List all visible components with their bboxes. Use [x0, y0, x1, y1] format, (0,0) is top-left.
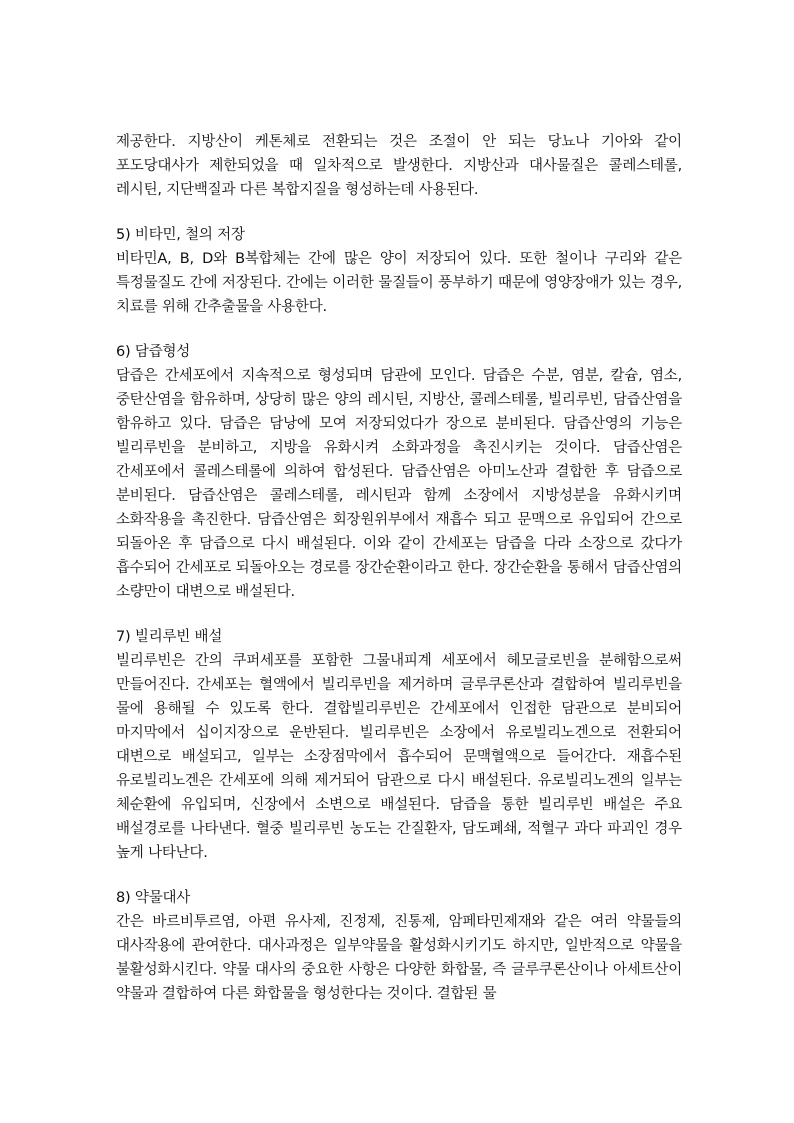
- section-paragraph: 간은 바르비투르염, 아편 유사제, 진정제, 진통제, 암페타민제재와 같은 여러 약물들의 대사작용에 관여한다. 대사과정은 일부약물을 활성화시키기도 하지만, 일반적으로 약물을 불활성화시킨다. 약물 대사의 중요한 사항은 다양한 화합물, 즉 글루쿠론산이나 아세트산이 약물과 결합하여 다른 화합물을 형성한다는 것이다. 결합된 물: [116, 914, 682, 1002]
- section-paragraph: 비타민A, B, D와 B복합체는 간에 많은 양이 저장되어 있다. 또한 철이나 구리와 같은 특정물질도 간에 저장된다. 간에는 이러한 물질들이 풍부하기 때문에 영양장애가 있는 경우, 치료를 위해 간추출물을 사용한다.: [116, 251, 682, 315]
- section-heading: 6) 담즙형성: [116, 344, 191, 360]
- section-paragraph: 빌리루빈은 간의 쿠퍼세포를 포함한 그물내피계 세포에서 헤모글로빈을 분해함으로써 만들어진다. 간세포는 혈액에서 빌리루빈을 제거하며 글루쿠론산과 결합하여 빌리루빈을 물에 용해될 수 있도록 한다. 결합빌리루빈은 간세포에서 인접한 담관으로 분비되어 마지막에서 십이지장으로 운반된다. 빌리루빈은 소장에서 유로빌리노겐으로 전환되어 대변으로 배설되고, 일부는 소장점막에서 흡수되어 문맥혈액으로 들어간다. 재흡수된 유로빌리노겐은 간세포에 의해 제거되어 담관으로 다시 배설된다. 유로빌리노겐의 일부는 체순환에 유입되며, 신장에서 소변으로 배설된다. 담즙을 통한 빌리루빈 배설은 주요 배설경로를 나타낸다. 혈중 빌리루빈 농도는 간질환자, 담도폐쇄, 적혈구 과다 파괴인 경우 높게 나타난다.: [116, 653, 682, 861]
- section-bile-formation: [116, 340, 682, 604]
- intro-paragraph: 제공한다. 지방산이 케톤체로 전환되는 것은 조절이 안 되는 당뇨나 기아와 같이 포도당대사가 제한되었을 때 일차적으로 발생한다. 지방산과 대사물질은 콜레스테롤, 레시틴, 지단백질과 다른 복합지질을 형성하는데 사용된다.: [116, 134, 682, 198]
- section-drug-metabolism: [116, 886, 682, 1006]
- section-vitamin-iron-storage: [116, 223, 682, 319]
- section-bilirubin-excretion: [116, 625, 682, 865]
- document-body: [116, 130, 682, 1006]
- section-heading: 7) 빌리루빈 배설: [116, 629, 223, 645]
- section-heading: 5) 비타민, 철의 저장: [116, 227, 245, 243]
- section-paragraph: 담즙은 간세포에서 지속적으로 형성되며 담관에 모인다. 담즙은 수분, 염분, 칼슘, 염소, 중탄산염을 함유하며, 상당히 많은 양의 레시틴, 지방산, 콜레스테롤, 빌리루빈, 담즙산염을 함유하고 있다. 담즙은 담낭에 모여 저장되었다가 장으로 분비된다. 담즙산영의 기능은 빌리루빈을 분비하고, 지방을 유화시켜 소화과정을 촉진시키는 것이다. 담즙산염은 간세포에서 콜레스테롤에 의하여 합성된다. 담즙산염은 아미노산과 결합한 후 담즙으로 분비된다. 담즙산염은 콜레스테롤, 레시틴과 함께 소장에서 지방성분을 유화시키며 소화작용을 촉진한다. 담즙산염은 회장원위부에서 재흡수 되고 문맥으로 유입되어 간으로 되돌아온 후 담즙으로 다시 배설된다. 이와 같이 간세포는 담즙을 다라 소장으로 갔다가 흡수되어 간세포로 되돌아오는 경로를 장간순환이라고 한다. 장간순환을 통해서 담즙산염의 소량만이 대변으로 배설된다.: [116, 368, 682, 600]
- section-heading: 8) 약물대사: [116, 890, 191, 906]
